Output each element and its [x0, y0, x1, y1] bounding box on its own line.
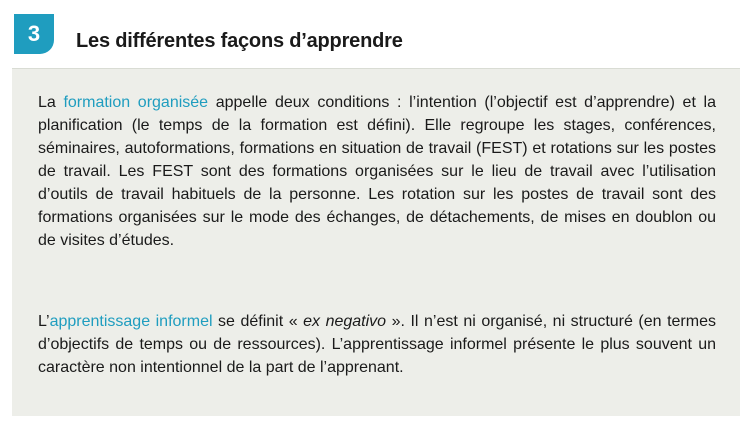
section-number: 3 — [27, 21, 41, 46]
ex-negativo-phrase: ex negativo — [303, 313, 387, 330]
paragraph1-text: appelle deux conditions : l’intention (l’objectif est d’apprendre) et la planification (le temps de la formation est défini). Elle regroupe les stages, conférences, séminaires, autoformations, formations en situation de travail (FEST) et rotations sur les postes de travail. Les FEST sont des formations organisées sur le lieu de travail avec l’utilisation d’outils de travail habituels de la personne. Les rotation sur les postes de travail sont des formations organisées sur le mode des échanges, de détachements, de mises en doublon ou de visites d’études. — [38, 94, 716, 249]
term-apprentissage-informel: apprentissage informel — [49, 313, 213, 330]
paragraph1-prefix: La — [38, 94, 64, 111]
paragraph2-prefix: L’ — [38, 313, 50, 330]
paragraph2-text-after: ». Il n’est ni organisé, ni structuré (en termes d’objectifs de temps ou de ressources). L’apprentissage informel présente le plus souvent un caractère non intentionnel de la part de l’apprenant. — [38, 313, 716, 376]
term-formation-organisee: formation organisée — [63, 94, 209, 111]
paragraph-apprentissage-informel — [38, 310, 716, 379]
content-panel — [12, 69, 740, 416]
paragraph2-text-before: se définit « — [212, 313, 304, 330]
paragraph-formation-organisee — [38, 91, 716, 252]
section-title: Les différentes façons d’apprendre — [76, 30, 403, 52]
section-number-badge — [14, 14, 54, 54]
